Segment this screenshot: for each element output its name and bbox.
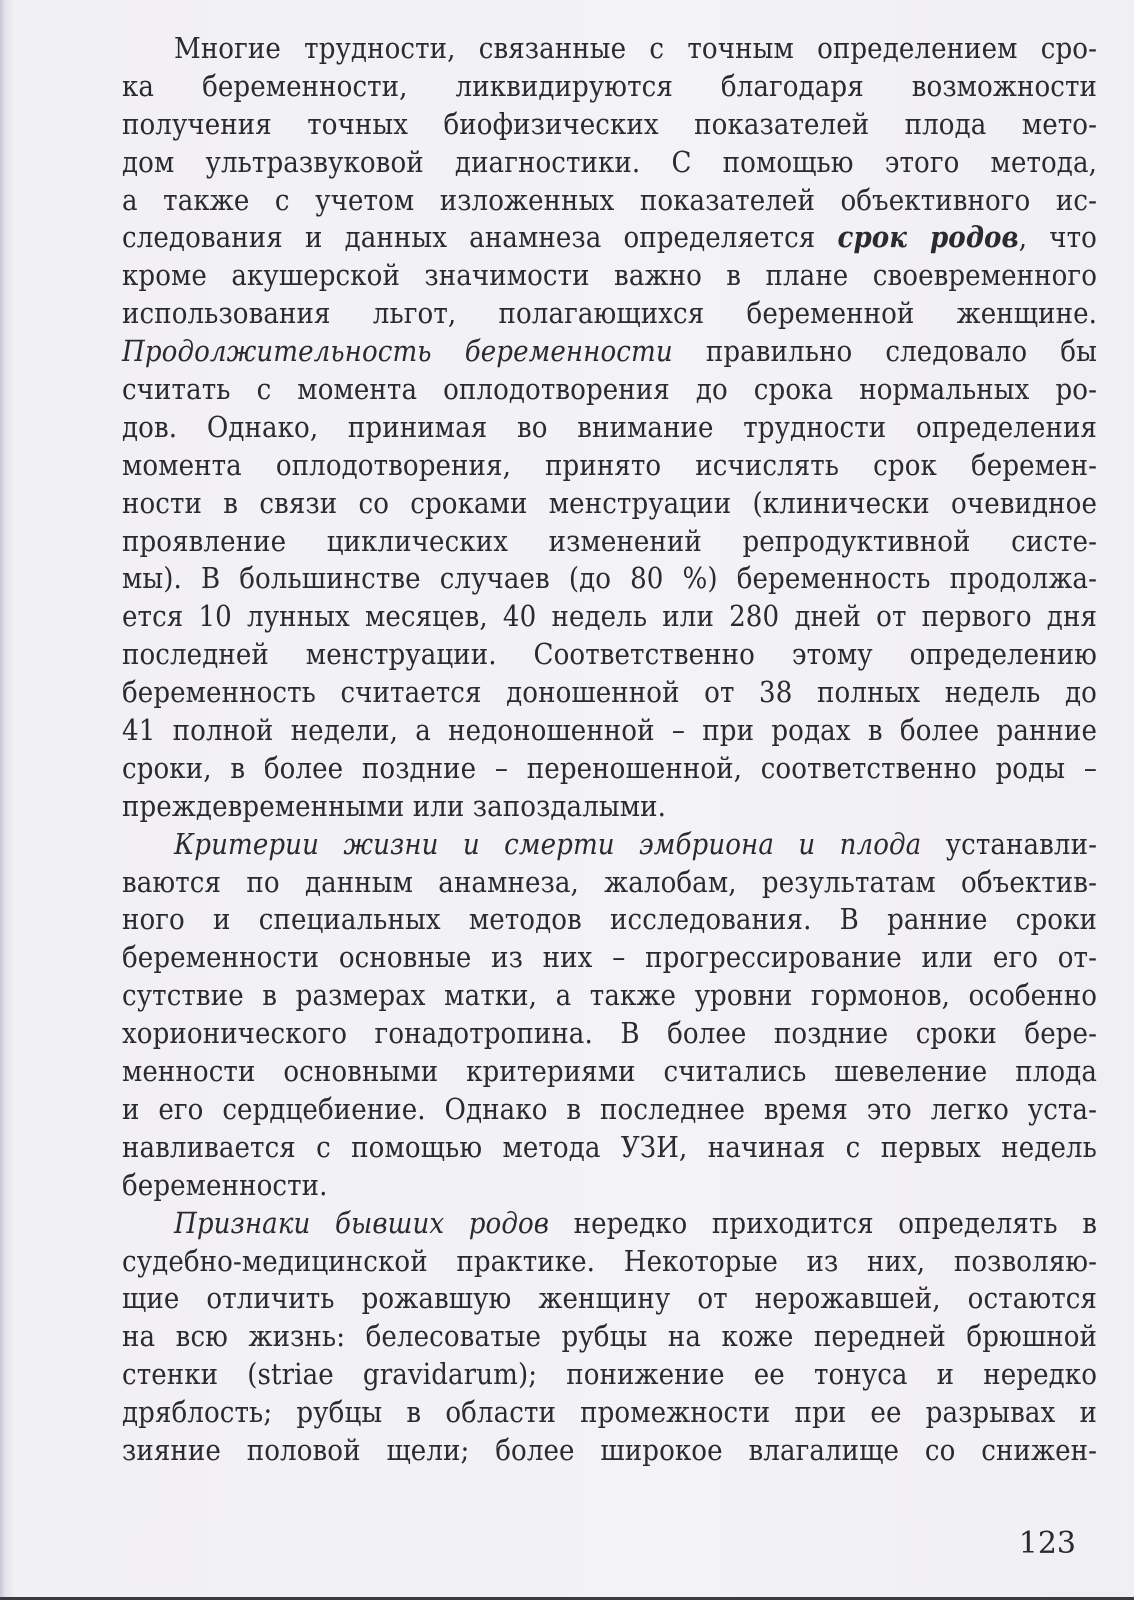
text-line (122, 1129, 1097, 1167)
body-text (122, 30, 1097, 1470)
text-line (122, 106, 1097, 144)
text-segment: последней менструации. Соответственно этому определению (122, 637, 1097, 672)
text-segment: беременности основные из них – прогрессирование или его от- (122, 940, 1097, 975)
text-segment: , что (1018, 220, 1097, 255)
text-line (122, 219, 1097, 257)
emphasized-term: срок родов (837, 220, 1019, 255)
text-segment: на всю жизнь: белесоватые рубцы на коже передней брюшной (122, 1319, 1097, 1354)
text-segment: нередко приходится определять в (549, 1205, 1097, 1240)
text-segment: сроки, в более поздние – переношенной, соответственно роды – (122, 750, 1097, 785)
text-line (122, 371, 1097, 409)
text-line (122, 674, 1097, 712)
emphasized-term: Продолжительность беременности (122, 334, 673, 369)
text-segment: дом ультразвуковой диагностики. С помощью этого метода, (122, 144, 1097, 179)
text-segment: получения точных биофизических показателей плода мето- (122, 106, 1097, 141)
text-line (122, 257, 1097, 295)
text-segment: судебно-медицинской практике. Некоторые из них, позволяю- (122, 1243, 1097, 1278)
text-line (122, 1015, 1097, 1053)
text-segment: дряблость; рубцы в области промежности при ее разрывах и (122, 1395, 1097, 1430)
text-segment: зияние половой щели; более широкое влагалище со снижен- (122, 1432, 1097, 1467)
text-line (122, 712, 1097, 750)
text-line (122, 1280, 1097, 1318)
text-segment: правильно следовало бы (672, 334, 1097, 369)
text-segment: дов. Однако, принимая во внимание трудности определения (122, 409, 1097, 444)
emphasized-term: Признаки бывших родов (174, 1205, 550, 1240)
page-number: 123 (1018, 1526, 1076, 1561)
text-segment: хорионического гонадотропина. В более поздние сроки бере- (122, 1016, 1097, 1051)
text-segment: беременность считается доношенной от 38 полных недель до (122, 675, 1097, 710)
text-line (122, 182, 1097, 220)
text-segment: менности основными критериями считались шевеление плода (122, 1054, 1097, 1089)
text-segment: и его сердцебиение. Однако в последнее время это легко уста- (122, 1091, 1097, 1126)
text-line (122, 1205, 1097, 1243)
text-line (122, 144, 1097, 182)
text-line (122, 826, 1097, 864)
text-segment: момента оплодотворения, принято исчислять срок беремен- (122, 447, 1097, 482)
text-line (122, 409, 1097, 447)
text-line (122, 788, 1097, 826)
text-segment: кроме акушерской значимости важно в плане своевременного (122, 258, 1097, 293)
text-line (122, 1356, 1097, 1394)
text-line (122, 560, 1097, 598)
text-line (122, 333, 1097, 371)
text-segment: беременности. (122, 1167, 328, 1202)
text-segment: а также с учетом изложенных показателей объективного ис- (122, 182, 1097, 217)
text-segment: считать с момента оплодотворения до срока нормальных ро- (122, 372, 1097, 407)
text-line (122, 1432, 1097, 1470)
text-line (122, 1167, 1097, 1205)
text-line (122, 750, 1097, 788)
text-line (122, 523, 1097, 561)
text-segment: проявление циклических изменений репродуктивной систе- (122, 523, 1097, 558)
text-segment: следования и данных анамнеза определяется (122, 220, 838, 255)
text-line (122, 30, 1097, 68)
text-segment: Многие трудности, связанные с точным определением сро- (174, 31, 1097, 65)
text-segment: 41 полной недели, а недоношенной – при родах в более ранние (122, 713, 1097, 748)
text-line (122, 485, 1097, 523)
text-line (122, 1243, 1097, 1281)
text-line (122, 1318, 1097, 1356)
text-segment: навливается с помощью метода УЗИ, начиная с первых недель (122, 1129, 1097, 1164)
text-line (122, 977, 1097, 1015)
text-segment: ности в связи со сроками менструации (клинически очевидное (122, 485, 1097, 520)
text-segment: ка беременности, ликвидируются благодаря возможности (122, 68, 1097, 103)
text-line (122, 447, 1097, 485)
text-line (122, 901, 1097, 939)
text-segment: ваются по данным анамнеза, жалобам, результатам объектив- (122, 864, 1097, 899)
text-segment: использования льгот, полагающихся беременной женщине. (122, 296, 1097, 331)
text-line (122, 1394, 1097, 1432)
text-line (122, 295, 1097, 333)
text-segment: стенки (striae gravidarum); понижение ее тонуса и нередко (122, 1357, 1097, 1392)
text-segment: ется 10 лунных месяцев, 40 недель или 280 дней от первого дня (122, 599, 1097, 634)
text-segment: сутствие в размерах матки, а также уровни гормонов, особенно (122, 978, 1097, 1013)
text-line (122, 939, 1097, 977)
emphasized-term: Критерии жизни и смерти эмбриона и плода (174, 826, 922, 861)
text-segment: ного и специальных методов исследования. В ранние сроки (122, 902, 1097, 937)
text-segment: преждевременными или запоздалыми. (122, 788, 667, 823)
text-segment: устанавли- (921, 826, 1097, 861)
text-segment: щие отличить рожавшую женщину от нерожавшей, остаются (122, 1281, 1097, 1316)
text-line (122, 598, 1097, 636)
text-line (122, 636, 1097, 674)
text-line (122, 1053, 1097, 1091)
text-line (122, 68, 1097, 106)
text-line (122, 1091, 1097, 1129)
text-segment: мы). В большинстве случаев (до 80 %) беременность продолжа- (122, 561, 1097, 596)
text-line (122, 864, 1097, 902)
